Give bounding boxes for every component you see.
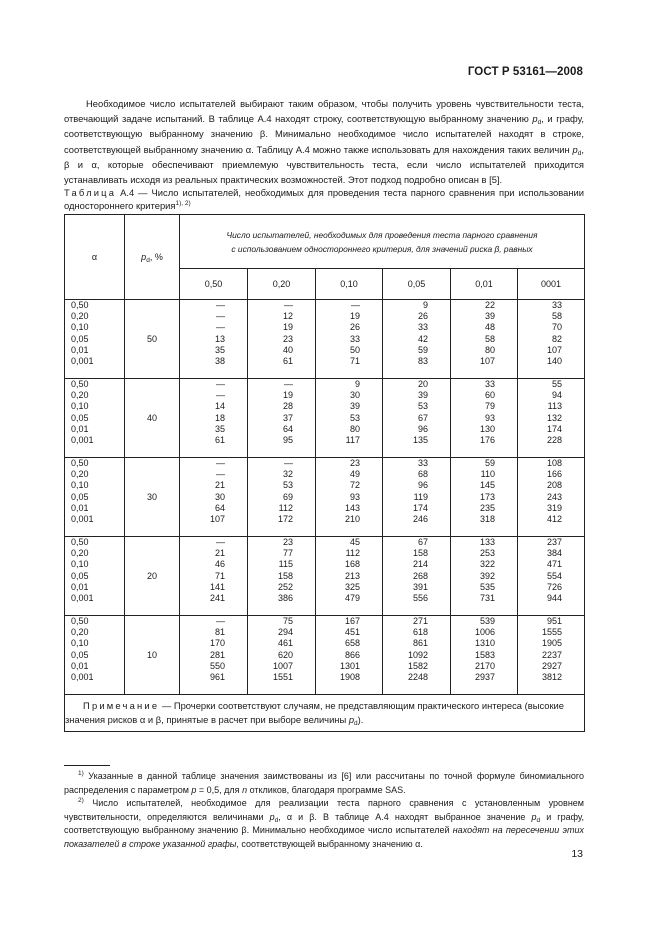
alpha-value: 0,20 bbox=[71, 627, 89, 638]
panel-size-value: 620 bbox=[277, 649, 293, 660]
panel-size-value: 58 bbox=[484, 333, 495, 344]
panel-size-value: 1006 bbox=[474, 627, 495, 638]
alpha-value: 0,01 bbox=[71, 344, 89, 355]
panel-size-value: 281 bbox=[209, 649, 225, 660]
panel-size-value: 94 bbox=[551, 390, 562, 401]
panel-size-value: 384 bbox=[546, 548, 562, 559]
panel-size-cell bbox=[383, 379, 451, 458]
panel-size-value: 19 bbox=[282, 390, 293, 401]
alpha-value: 0,10 bbox=[71, 559, 89, 570]
pd-value-cell: 50 bbox=[125, 300, 180, 379]
panel-size-value: 550 bbox=[209, 660, 225, 671]
panel-size-value: 30 bbox=[214, 491, 225, 502]
panel-size-value: 1905 bbox=[541, 638, 562, 649]
risk-header-cell: 0,50 bbox=[180, 269, 248, 300]
panel-size-value: 21 bbox=[214, 548, 225, 559]
alpha-value: 0,01 bbox=[71, 502, 89, 513]
footnote-divider bbox=[64, 765, 110, 766]
panel-size-value: 1310 bbox=[474, 638, 495, 649]
table-caption: Таблица А.4 — Число испытателей, необходимых для проведения теста парного сравнения при использовании одностороннего критерия$^{1), 2)}$ bbox=[64, 187, 584, 211]
alpha-value: 0,50 bbox=[71, 458, 89, 468]
panel-size-value: 210 bbox=[344, 514, 360, 525]
alpha-values-cell bbox=[65, 537, 125, 616]
alpha-value: 0,01 bbox=[71, 581, 89, 592]
panel-size-cell bbox=[451, 616, 518, 695]
panel-size-cell bbox=[180, 616, 248, 695]
panel-size-value: — bbox=[216, 458, 225, 468]
panel-size-value: 18 bbox=[214, 412, 225, 423]
panel-size-value: 22 bbox=[484, 300, 495, 310]
document-code: ГОСТ Р 53161—2008 bbox=[467, 66, 583, 78]
panel-size-table bbox=[64, 214, 585, 732]
alpha-value: 0,20 bbox=[71, 548, 89, 559]
panel-size-value: 33 bbox=[551, 300, 562, 310]
panel-size-value: 14 bbox=[214, 401, 225, 412]
panel-size-value: 268 bbox=[412, 570, 428, 581]
panel-size-value: 168 bbox=[344, 559, 360, 570]
panel-size-value: 391 bbox=[412, 581, 428, 592]
panel-size-value: 140 bbox=[546, 356, 562, 367]
panel-size-value: 23 bbox=[282, 537, 293, 547]
panel-size-cell bbox=[451, 300, 518, 379]
alpha-value: 0,05 bbox=[71, 570, 89, 581]
column-header-alpha: α bbox=[65, 215, 125, 300]
panel-size-value: 83 bbox=[417, 356, 428, 367]
panel-size-value: 75 bbox=[282, 616, 293, 626]
panel-size-value: 9 bbox=[422, 300, 428, 310]
column-header-span: Число испытателей, необходимых для проведения теста парного сравнения с использованием одностороннего критерия, для значений риска β, равных bbox=[180, 215, 585, 269]
panel-size-value: 32 bbox=[282, 469, 293, 480]
panel-size-value: 48 bbox=[484, 322, 495, 333]
panel-size-value: 71 bbox=[214, 570, 225, 581]
panel-size-cell bbox=[316, 458, 383, 537]
alpha-value: 0,001 bbox=[71, 593, 94, 604]
panel-size-value: 96 bbox=[417, 423, 428, 434]
pd-value-cell: 20 bbox=[125, 537, 180, 616]
panel-size-value: — bbox=[216, 616, 225, 626]
alpha-value: 0,05 bbox=[71, 649, 89, 660]
panel-size-value: 535 bbox=[479, 581, 495, 592]
panel-size-value: 117 bbox=[345, 435, 360, 446]
alpha-value: 0,001 bbox=[71, 356, 94, 367]
pd-value-cell: 10 bbox=[125, 616, 180, 695]
panel-size-cell bbox=[383, 616, 451, 695]
alpha-value: 0,05 bbox=[71, 491, 89, 502]
panel-size-value: 21 bbox=[214, 480, 225, 491]
table-group-row bbox=[65, 379, 585, 458]
panel-size-value: 2927 bbox=[541, 660, 562, 671]
panel-size-cell bbox=[383, 458, 451, 537]
panel-size-value: 59 bbox=[417, 344, 428, 355]
panel-size-value: 392 bbox=[479, 570, 495, 581]
panel-size-value: 96 bbox=[417, 480, 428, 491]
panel-size-value: 30 bbox=[349, 390, 360, 401]
panel-size-cell bbox=[316, 379, 383, 458]
panel-size-value: 658 bbox=[344, 638, 360, 649]
panel-size-value: 861 bbox=[412, 638, 428, 649]
intro-paragraph: Необходимое число испытателей выбирают таким образом, чтобы получить уровень чувствительности теста, отвечающий задаче испытаний. В таблице А.4 находят строку, соответствующую выбранному значению $p_d$, и графу, соответствующую выбранному значению β. Минимально необходимое число испытателей находят в строке, соответствующей выбранному значению α. Таблицу А.4 можно также использовать для нахождения таких величин $p_d$, β и α, которые обеспечивают приемлемую чувствительность теста, если число испытателей приходится устанавливать исходя из реальных практических возможностей. Этот подход подробно описан в [5]. bbox=[64, 98, 584, 186]
panel-size-value: 241 bbox=[209, 593, 225, 604]
alpha-values-cell bbox=[65, 300, 125, 379]
panel-size-value: 2170 bbox=[474, 660, 495, 671]
panel-size-value: 39 bbox=[417, 390, 428, 401]
panel-size-value: 33 bbox=[349, 333, 360, 344]
panel-size-value: 1301 bbox=[339, 660, 360, 671]
panel-size-value: 3812 bbox=[541, 672, 562, 683]
panel-size-value: 325 bbox=[344, 581, 360, 592]
panel-size-value: 68 bbox=[417, 469, 428, 480]
pd-value-cell: 30 bbox=[125, 458, 180, 537]
panel-size-value: 866 bbox=[344, 649, 360, 660]
panel-size-value: 70 bbox=[551, 322, 562, 333]
panel-size-cell bbox=[180, 300, 248, 379]
panel-size-value: 237 bbox=[546, 537, 562, 547]
risk-header-cell: 0,10 bbox=[316, 269, 383, 300]
panel-size-value: 23 bbox=[349, 458, 360, 468]
panel-size-value: 961 bbox=[209, 672, 225, 683]
panel-size-cell bbox=[316, 300, 383, 379]
panel-size-value: 618 bbox=[412, 627, 428, 638]
panel-size-value: 2937 bbox=[474, 672, 495, 683]
panel-size-value: 77 bbox=[282, 548, 293, 559]
table-group-row bbox=[65, 616, 585, 695]
panel-size-value: 130 bbox=[479, 423, 495, 434]
panel-size-value: 294 bbox=[277, 627, 293, 638]
alpha-value: 0,001 bbox=[71, 435, 94, 446]
panel-size-value: 67 bbox=[417, 537, 428, 547]
panel-size-value: 208 bbox=[546, 480, 562, 491]
panel-size-value: 1908 bbox=[339, 672, 360, 683]
table-group-row bbox=[65, 300, 585, 379]
panel-size-value: 253 bbox=[479, 548, 495, 559]
panel-size-value: 59 bbox=[484, 458, 495, 468]
panel-size-value: 12 bbox=[282, 311, 293, 322]
panel-size-value: 115 bbox=[278, 559, 293, 570]
alpha-value: 0,20 bbox=[71, 311, 89, 322]
panel-size-value: 176 bbox=[479, 435, 495, 446]
panel-size-value: 50 bbox=[349, 344, 360, 355]
panel-size-cell bbox=[316, 537, 383, 616]
panel-size-cell bbox=[518, 458, 585, 537]
column-header-pd: $p_d$, % bbox=[125, 215, 180, 300]
panel-size-value: — bbox=[216, 322, 225, 333]
panel-size-cell bbox=[518, 616, 585, 695]
alpha-values-cell bbox=[65, 379, 125, 458]
panel-size-value: 479 bbox=[344, 593, 360, 604]
alpha-value: 0,10 bbox=[71, 480, 89, 491]
panel-size-value: 174 bbox=[412, 502, 428, 513]
panel-size-value: — bbox=[216, 469, 225, 480]
panel-size-value: 20 bbox=[417, 379, 428, 389]
risk-header-cell: 0,05 bbox=[383, 269, 451, 300]
panel-size-value: 1582 bbox=[407, 660, 428, 671]
alpha-value: 0,20 bbox=[71, 469, 89, 480]
panel-size-value: 271 bbox=[412, 616, 428, 626]
panel-size-value: 554 bbox=[546, 570, 562, 581]
panel-size-value: 539 bbox=[479, 616, 495, 626]
panel-size-value: 40 bbox=[282, 344, 293, 355]
footnotes bbox=[64, 770, 584, 851]
panel-size-value: 135 bbox=[412, 435, 428, 446]
panel-size-value: 61 bbox=[214, 435, 225, 446]
panel-size-value: 145 bbox=[479, 480, 495, 491]
panel-size-value: 42 bbox=[417, 333, 428, 344]
panel-size-value: 112 bbox=[278, 502, 293, 513]
panel-size-value: — bbox=[216, 379, 225, 389]
panel-size-value: 133 bbox=[479, 537, 495, 547]
panel-size-value: 64 bbox=[282, 423, 293, 434]
panel-size-value: 71 bbox=[349, 356, 360, 367]
panel-size-value: 39 bbox=[484, 311, 495, 322]
panel-size-value: 53 bbox=[417, 401, 428, 412]
panel-size-value: 9 bbox=[354, 379, 360, 389]
alpha-value: 0,10 bbox=[71, 638, 89, 649]
panel-size-value: 46 bbox=[214, 559, 225, 570]
panel-size-value: — bbox=[284, 379, 293, 389]
panel-size-value: 39 bbox=[349, 401, 360, 412]
alpha-value: 0,50 bbox=[71, 300, 89, 310]
panel-size-value: 58 bbox=[551, 311, 562, 322]
panel-size-value: 23 bbox=[282, 333, 293, 344]
footnote-2: $^{2)}$ Число испытателей, необходимое для реализации теста парного сравнения с установленным уровнем чувствительности, определяются величинами $p_d$, α и β. В таблице А.4 находят выбранное значение $p_d$ и графу, соответствующую выбранному значению β. Минимально необходимое число испытателей находят на пересечении этих показателей в строке указанной графы, соответствующей выбранному значению α. bbox=[64, 797, 585, 849]
panel-size-value: 13 bbox=[214, 333, 225, 344]
panel-size-value: 113 bbox=[547, 401, 562, 412]
panel-size-value: 33 bbox=[417, 458, 428, 468]
panel-size-cell bbox=[451, 458, 518, 537]
panel-size-value: 107 bbox=[209, 514, 225, 525]
panel-size-value: 80 bbox=[349, 423, 360, 434]
panel-size-value: 69 bbox=[282, 491, 293, 502]
footnote-1: $^{1)}$ Указанные в данной таблице значения заимствованы из [6] или рассчитаны по точной формуле биномиального распределения с параметром p = 0,5, для n откликов, благодаря программе SAS. bbox=[64, 770, 584, 795]
panel-size-cell bbox=[180, 379, 248, 458]
panel-size-value: 61 bbox=[282, 356, 293, 367]
panel-size-value: 451 bbox=[344, 627, 360, 638]
panel-size-cell bbox=[451, 537, 518, 616]
panel-size-cell bbox=[180, 537, 248, 616]
panel-size-value: 172 bbox=[277, 514, 293, 525]
table-group-row bbox=[65, 458, 585, 537]
panel-size-value: 386 bbox=[277, 593, 293, 604]
panel-size-cell bbox=[248, 537, 316, 616]
panel-size-value: 112 bbox=[345, 548, 360, 559]
panel-size-value: 55 bbox=[551, 379, 562, 389]
panel-size-cell bbox=[518, 379, 585, 458]
panel-size-value: — bbox=[284, 300, 293, 310]
panel-size-value: 141 bbox=[209, 581, 225, 592]
alpha-value: 0,20 bbox=[71, 390, 89, 401]
panel-size-value: 174 bbox=[546, 423, 562, 434]
panel-size-cell bbox=[383, 537, 451, 616]
panel-size-value: 166 bbox=[546, 469, 562, 480]
panel-size-cell bbox=[248, 458, 316, 537]
panel-size-value: 243 bbox=[546, 491, 562, 502]
panel-size-value: 79 bbox=[484, 401, 495, 412]
panel-size-value: 170 bbox=[209, 638, 225, 649]
panel-size-value: 33 bbox=[417, 322, 428, 333]
panel-size-value: — bbox=[351, 300, 360, 310]
panel-size-value: 28 bbox=[282, 401, 293, 412]
panel-size-cell bbox=[518, 300, 585, 379]
alpha-values-cell bbox=[65, 616, 125, 695]
panel-size-value: 318 bbox=[479, 514, 495, 525]
panel-size-value: 35 bbox=[214, 344, 225, 355]
panel-size-value: 107 bbox=[479, 356, 495, 367]
table-note-row bbox=[65, 695, 585, 732]
panel-size-value: 412 bbox=[546, 514, 562, 525]
panel-size-value: 726 bbox=[546, 581, 562, 592]
table-group-row bbox=[65, 537, 585, 616]
panel-size-value: 95 bbox=[282, 435, 293, 446]
panel-size-value: 158 bbox=[412, 548, 428, 559]
panel-size-value: — bbox=[216, 300, 225, 310]
alpha-value: 0,50 bbox=[71, 537, 89, 547]
panel-size-value: 1551 bbox=[272, 672, 293, 683]
panel-size-value: 228 bbox=[546, 435, 562, 446]
panel-size-value: 81 bbox=[214, 627, 225, 638]
alpha-value: 0,50 bbox=[71, 616, 89, 626]
panel-size-value: 173 bbox=[479, 491, 495, 502]
panel-size-value: 26 bbox=[349, 322, 360, 333]
risk-header-cell: 0,01 bbox=[451, 269, 518, 300]
alpha-value: 0,10 bbox=[71, 322, 89, 333]
panel-size-value: 1583 bbox=[474, 649, 495, 660]
panel-size-value: — bbox=[216, 311, 225, 322]
panel-size-value: 2248 bbox=[407, 672, 428, 683]
alpha-value: 0,01 bbox=[71, 660, 89, 671]
panel-size-value: 26 bbox=[417, 311, 428, 322]
panel-size-value: 35 bbox=[214, 423, 225, 434]
panel-size-value: 53 bbox=[349, 412, 360, 423]
alpha-value: 0,001 bbox=[71, 672, 94, 683]
panel-size-value: 2237 bbox=[541, 649, 562, 660]
panel-size-value: 110 bbox=[480, 469, 495, 480]
alpha-value: 0,05 bbox=[71, 412, 89, 423]
panel-size-value: 80 bbox=[484, 344, 495, 355]
panel-size-value: 556 bbox=[412, 593, 428, 604]
alpha-value: 0,10 bbox=[71, 401, 89, 412]
panel-size-value: 1555 bbox=[541, 627, 562, 638]
panel-size-cell bbox=[316, 616, 383, 695]
panel-size-cell bbox=[451, 379, 518, 458]
risk-header-cell: 0,20 bbox=[248, 269, 316, 300]
panel-size-value: 60 bbox=[484, 390, 495, 401]
panel-size-value: 1092 bbox=[407, 649, 428, 660]
panel-size-value: 143 bbox=[344, 502, 360, 513]
panel-size-value: 1007 bbox=[272, 660, 293, 671]
risk-header-cell: 0001 bbox=[518, 269, 585, 300]
panel-size-value: 235 bbox=[479, 502, 495, 513]
alpha-value: 0,05 bbox=[71, 333, 89, 344]
alpha-value: 0,01 bbox=[71, 423, 89, 434]
table-body bbox=[65, 300, 585, 695]
alpha-value: 0,001 bbox=[71, 514, 94, 525]
panel-size-value: 108 bbox=[546, 458, 562, 468]
panel-size-value: 93 bbox=[484, 412, 495, 423]
panel-size-value: 19 bbox=[349, 311, 360, 322]
panel-size-value: 82 bbox=[551, 333, 562, 344]
panel-size-value: 64 bbox=[214, 502, 225, 513]
panel-size-cell bbox=[248, 616, 316, 695]
panel-size-value: 322 bbox=[479, 559, 495, 570]
panel-size-value: 167 bbox=[344, 616, 360, 626]
panel-size-cell bbox=[248, 300, 316, 379]
panel-size-value: 246 bbox=[412, 514, 428, 525]
panel-size-value: 53 bbox=[282, 480, 293, 491]
panel-size-value: 33 bbox=[484, 379, 495, 389]
panel-size-value: 213 bbox=[344, 570, 360, 581]
panel-size-value: 45 bbox=[349, 537, 360, 547]
panel-size-value: 471 bbox=[546, 559, 562, 570]
panel-size-value: 107 bbox=[546, 344, 562, 355]
alpha-value: 0,50 bbox=[71, 379, 89, 389]
panel-size-value: 72 bbox=[349, 480, 360, 491]
panel-size-value: 951 bbox=[546, 616, 562, 626]
panel-size-value: 67 bbox=[417, 412, 428, 423]
panel-size-value: — bbox=[216, 537, 225, 547]
pd-value-cell: 40 bbox=[125, 379, 180, 458]
panel-size-value: 37 bbox=[282, 412, 293, 423]
panel-size-value: — bbox=[216, 390, 225, 401]
alpha-values-cell bbox=[65, 458, 125, 537]
panel-size-value: — bbox=[284, 458, 293, 468]
panel-size-value: 214 bbox=[412, 559, 428, 570]
panel-size-value: 731 bbox=[479, 593, 495, 604]
panel-size-cell bbox=[180, 458, 248, 537]
page-number: 13 bbox=[571, 848, 583, 860]
panel-size-value: 93 bbox=[349, 491, 360, 502]
table-note: Примечание — Прочерки соответствуют случаям, не представляющим практического интереса (высокие значения рисков α и β, принятые в расчет при выборе величины $p_d$). bbox=[65, 695, 585, 732]
panel-size-value: 119 bbox=[413, 491, 428, 502]
panel-size-value: 319 bbox=[546, 502, 562, 513]
panel-size-value: 19 bbox=[282, 322, 293, 333]
panel-size-value: 461 bbox=[277, 638, 293, 649]
panel-size-value: 132 bbox=[546, 412, 562, 423]
panel-size-value: 158 bbox=[277, 570, 293, 581]
panel-size-cell bbox=[248, 379, 316, 458]
panel-size-cell bbox=[383, 300, 451, 379]
panel-size-value: 49 bbox=[349, 469, 360, 480]
panel-size-value: 252 bbox=[277, 581, 293, 592]
panel-size-value: 38 bbox=[214, 356, 225, 367]
panel-size-cell bbox=[518, 537, 585, 616]
panel-size-value: 944 bbox=[546, 593, 562, 604]
